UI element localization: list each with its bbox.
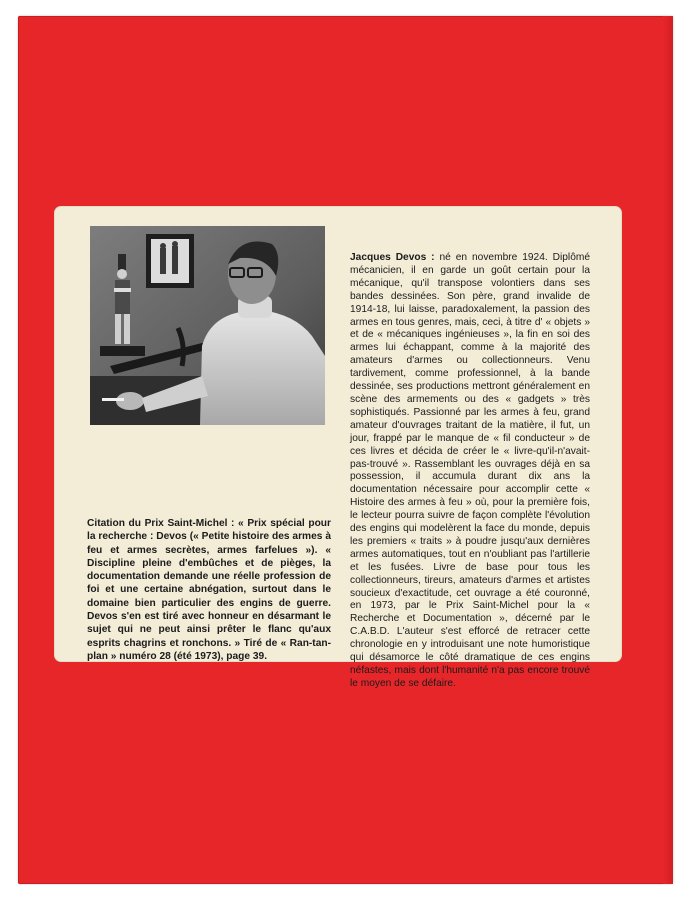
- biography-text: né en novembre 1924. Diplômé mécanicien, il en garde un goût certain pour la mécanique, qu'il transpose volontiers dans ses bandes dessinées. Son père, grand invalide de 1914-18, lui laisse, paradoxalement, la passion des armes en tous genres, mais, ceci, à titre d' « objets » et de « mécaniques ingénieuses », la fin en soi des armes lui échappant, comme à la majorité des amateurs d'armes ou collectionneurs. Venu tardivement, comme professionnel, à la bande dessinée, ses productions mettront généralement en scène des armements ou des « gadgets » très sophistiqués. Passionné par les armes à feu, grand amateur d'ouvrages traitant de la matière, il fut, un jour, frappé par le manque de « fil conducteur » de ces livres et décida de créer le « livre-qu'il-n'avait-pas-trouvé ». Rassemblant les ouvrages déjà en sa possession, il accumula durant dix ans la documentation nécessaire pour accomplir cette « Histoire des armes à feu » où, pour la première fois, le lecteur pourra suivre de façon complète l'évolution des engins qui modelèrent la face du monde, depuis les premiers « traits » à poudre jusqu'aux dernières armes automatiques, tout en n'oubliant pas l'artillerie et les fusées. Livre de base pour tous les collectionneurs, tireurs, amateurs d'armes et artistes soucieux d'exactitude, cet ouvrage a été couronné, en 1973, par le Prix Saint-Michel pour la « Recherche et Documentation », décerné par le C.A.B.D. L'auteur s'est efforcé de retracer cette chronologie en y introduisant une note humoristique qui désamorce le côté dramatique de ces engins néfastes, mais dont l'humanité n'a pas encore trouvé le moyen de se défaire.: [350, 252, 591, 689]
- author-photo: [90, 226, 325, 425]
- author-biography: [350, 252, 590, 691]
- prize-citation: Citation du Prix Saint-Michel : « Prix spécial pour la recherche : Devos (« Petite histoire des armes à feu et armes secrètes, armes farfelues »). « Discipline pleine d'embûches et de pièges, la documentation demande une réelle profession de foi et une certaine abnégation, surtout dans le domaine bien particulier des engins de guerre. Devos s'en est tiré avec honneur en désarmant le sujet qui ne peut ainsi prêter le flanc qu'aux esprits chagrins et ronchons. » Tiré de « Ran-tan-plan » numéro 28 (été 1973), page 39.: [87, 518, 331, 662]
- author-photo-image: [90, 226, 325, 425]
- author-name: Jacques Devos :: [350, 252, 435, 263]
- book-back-cover: [18, 16, 673, 884]
- author-info-panel: [55, 207, 621, 689]
- cover-edge: [663, 16, 673, 884]
